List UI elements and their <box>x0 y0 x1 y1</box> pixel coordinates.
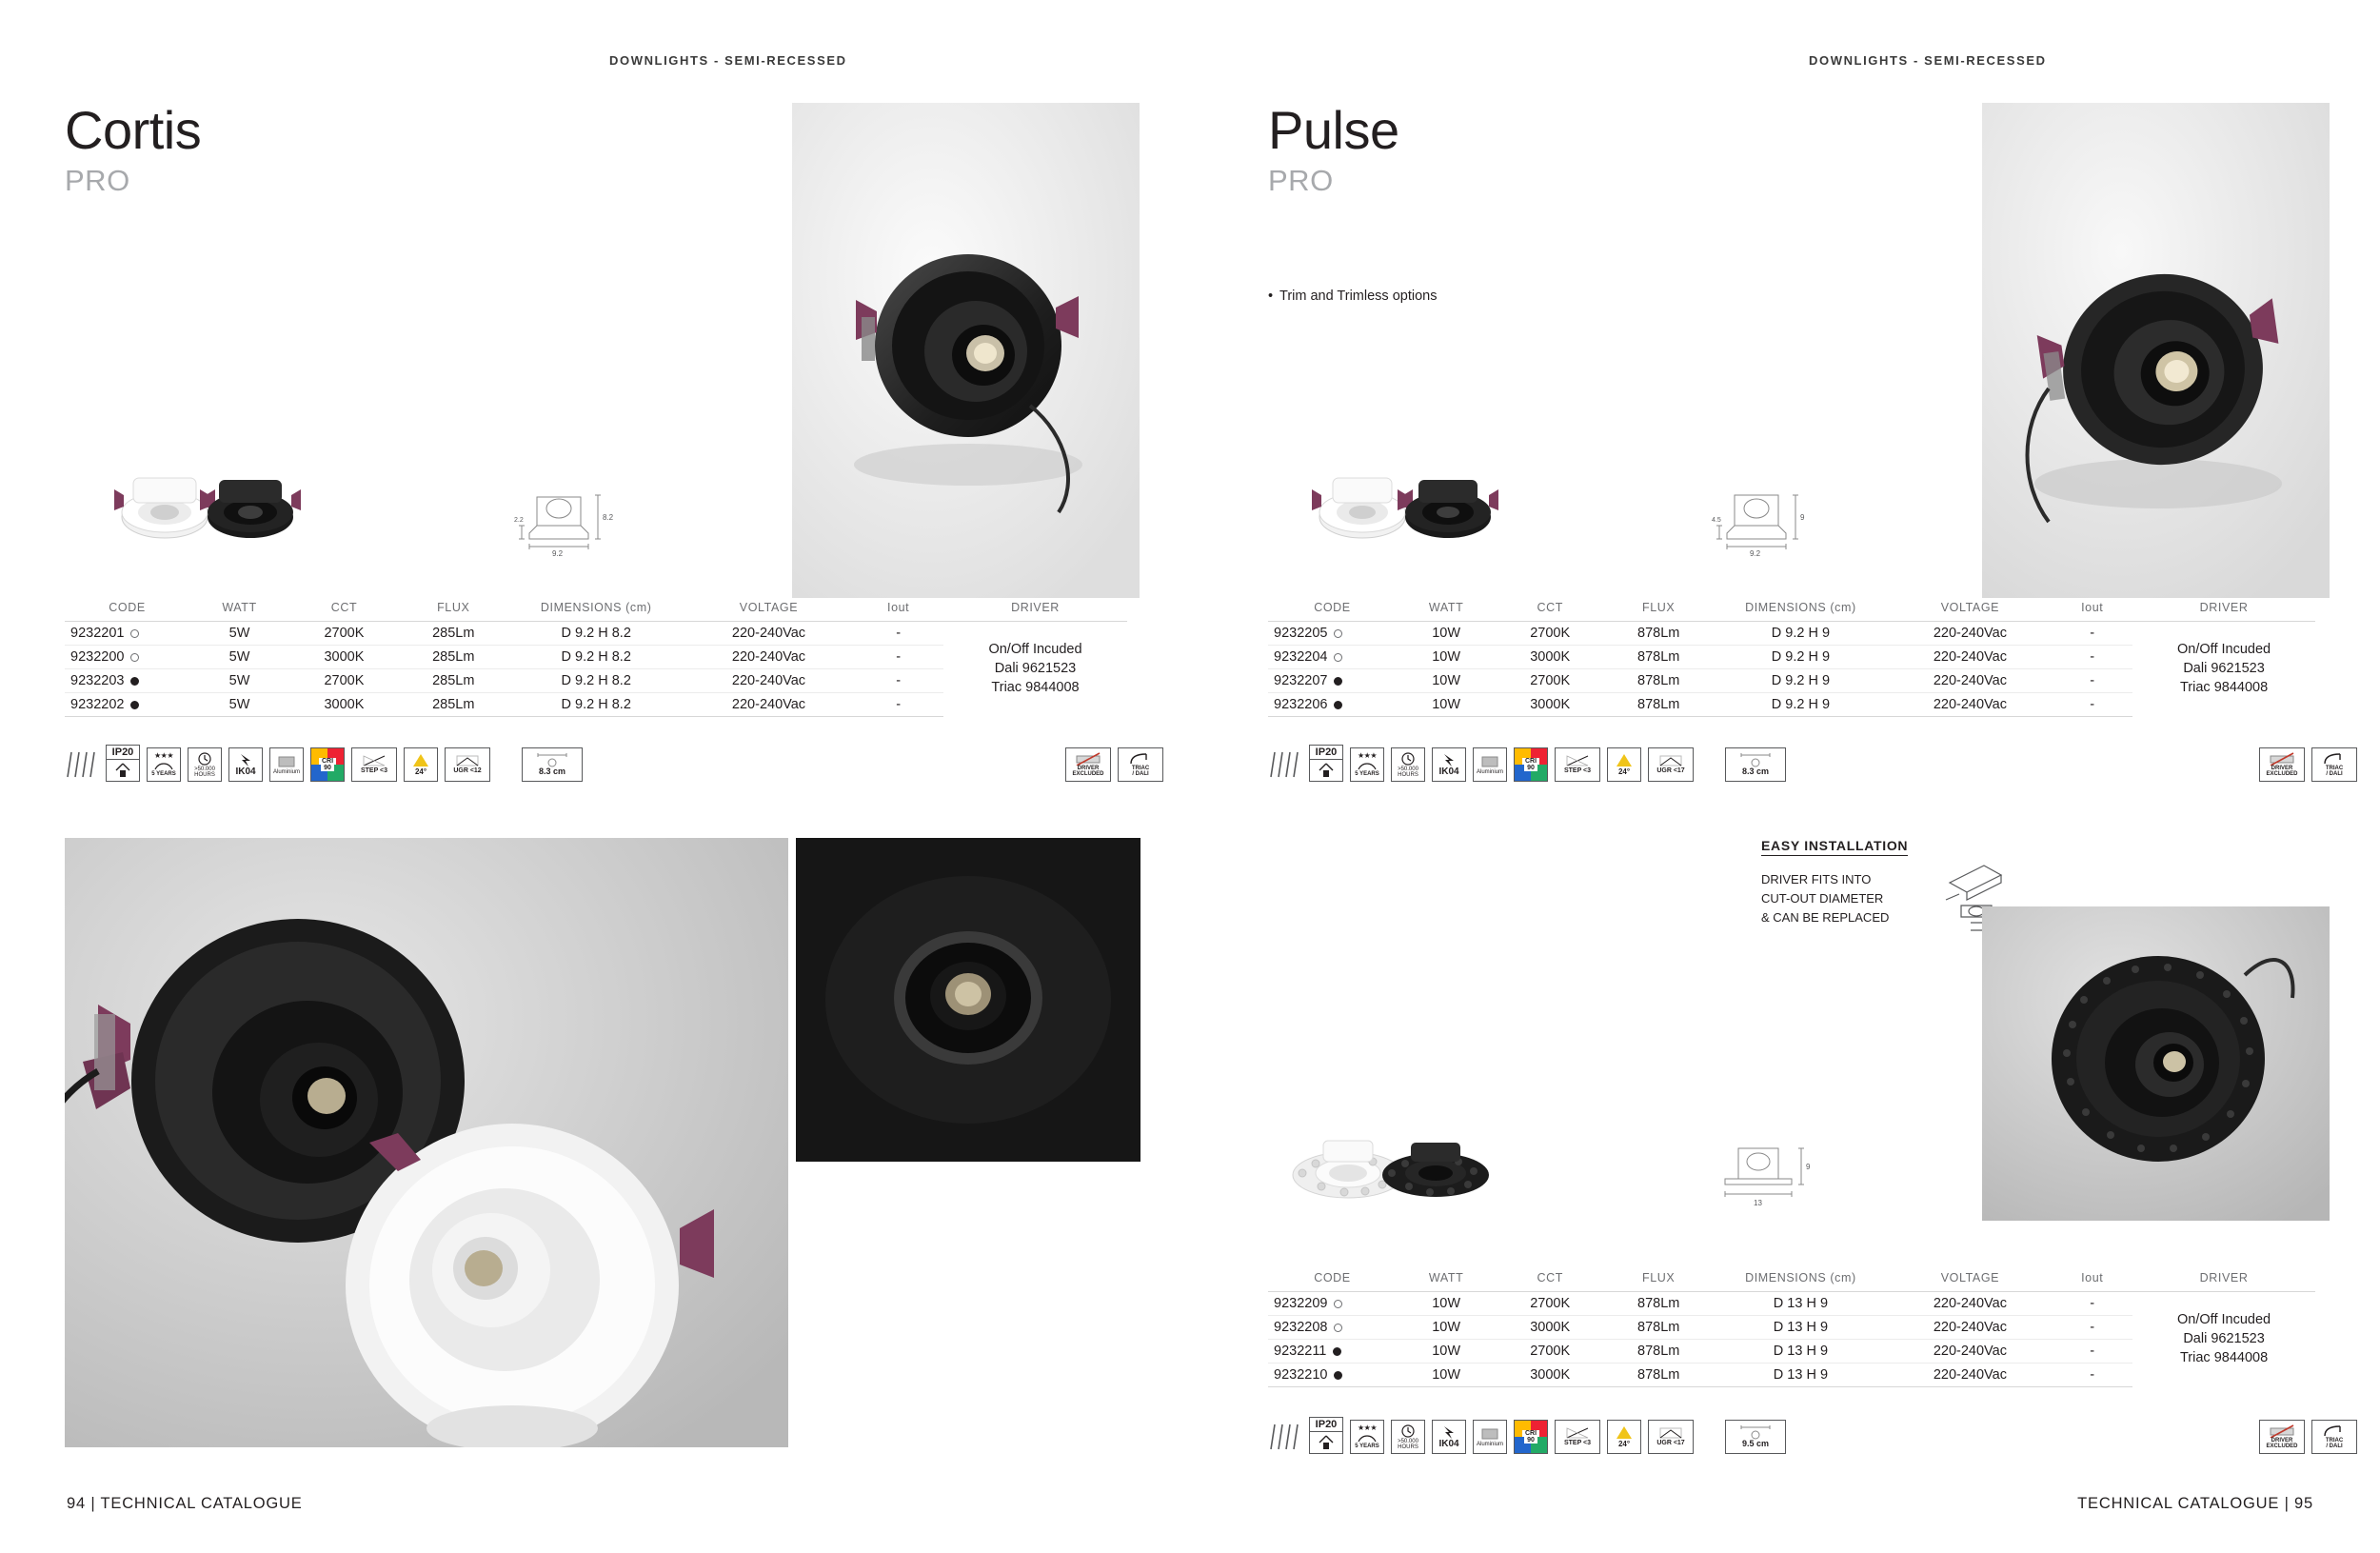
svg-text:13: 13 <box>1754 1199 1762 1207</box>
svg-text:9: 9 <box>1806 1163 1811 1171</box>
macadam-step-icon: STEP <3 <box>1555 1420 1600 1454</box>
cell-flux: 878Lm <box>1604 669 1713 693</box>
table-row <box>65 622 1127 646</box>
cell-dim: D 13 H 9 <box>1713 1340 1888 1364</box>
cutout-size-icon: 9.5 cm <box>1725 1420 1786 1454</box>
pulse-dimension-sketch-bottom <box>1712 1135 1826 1211</box>
driver-line-1: On/Off Incuded <box>988 642 1082 658</box>
cell-code: 9232207 <box>1268 669 1397 693</box>
triac-dali-icon: TRIAC / DALI <box>2311 1420 2357 1454</box>
finish-swatch-white <box>1334 1300 1342 1308</box>
cri-90-icon: CRI 90 <box>310 747 345 782</box>
cell-flux: 285Lm <box>399 693 508 717</box>
warranty-5-years-icon: ★★★ 5 YEARS <box>1350 1420 1384 1454</box>
finish-swatch-black <box>1334 677 1342 686</box>
easy-install-line-2: CUT-OUT DIAMETER <box>1761 891 1884 906</box>
finish-swatch-white <box>1334 629 1342 638</box>
cell-flux: 285Lm <box>399 669 508 693</box>
th-cct: CCT <box>1496 596 1604 622</box>
cell-voltage: 220-240Vac <box>684 622 853 646</box>
cell-watt: 10W <box>1397 622 1496 646</box>
cell-code: 9232203 <box>65 669 189 693</box>
th-dimensions: DIMENSIONS (cm) <box>1713 596 1888 622</box>
cell-watt: 10W <box>1397 1340 1496 1364</box>
th-driver: DRIVER <box>2132 596 2315 622</box>
th-iout: Iout <box>2052 1266 2132 1292</box>
th-flux: FLUX <box>399 596 508 622</box>
cell-iout: - <box>2052 1340 2132 1364</box>
beam-24-icon: 24° <box>404 747 438 782</box>
cell-watt: 5W <box>189 646 289 669</box>
cell-flux: 878Lm <box>1604 1292 1713 1316</box>
bullet-dot-icon: • <box>1268 289 1274 304</box>
cell-driver <box>2132 1292 2315 1387</box>
easy-install-line-3: & CAN BE REPLACED <box>1761 910 1890 926</box>
cell-code: 9232206 <box>1268 693 1397 717</box>
lifetime-hours-icon: >50.000 HOURS <box>1391 1420 1425 1454</box>
cortis-dimension-sketch <box>514 484 628 560</box>
cell-cct: 3000K <box>1496 1316 1604 1340</box>
impact-ik04-icon: IK04 <box>1432 747 1466 782</box>
cell-iout: - <box>2052 646 2132 669</box>
pulse-finish-thumbnails <box>1262 465 1500 546</box>
cell-dim: D 9.2 H 8.2 <box>508 693 684 717</box>
th-code: CODE <box>65 596 189 622</box>
cortis-detail-photo <box>796 838 1140 1162</box>
cell-watt: 10W <box>1397 1292 1496 1316</box>
th-driver: DRIVER <box>943 596 1127 622</box>
driver-line-1: On/Off Incuded <box>2177 1312 2271 1328</box>
impact-ik04-icon: IK04 <box>228 747 263 782</box>
ip20-icon: IP20 <box>1309 745 1343 782</box>
finish-swatch-black <box>1334 1371 1342 1380</box>
cell-cct: 2700K <box>1496 1292 1604 1316</box>
feature-bullet: • Trim and Trimless options <box>1268 289 1438 304</box>
ip20-icon: IP20 <box>106 745 140 782</box>
cell-flux: 878Lm <box>1604 1340 1713 1364</box>
ugr-icon: UGR <12 <box>445 747 490 782</box>
cell-code: 9232202 <box>65 693 189 717</box>
beam-24-icon: 24° <box>1607 1420 1641 1454</box>
cutout-size-icon: 8.3 cm <box>522 747 583 782</box>
cell-flux: 878Lm <box>1604 693 1713 717</box>
cell-cct: 3000K <box>289 693 399 717</box>
warranty-5-years-icon: ★★★ 5 YEARS <box>147 747 181 782</box>
easy-installation-title: EASY INSTALLATION <box>1761 838 1908 856</box>
th-flux: FLUX <box>1604 596 1713 622</box>
pulse-trimless-thumbnails <box>1262 1125 1491 1216</box>
cortis-spec-table <box>65 596 1127 717</box>
finish-swatch-black <box>130 701 139 709</box>
th-voltage: VOLTAGE <box>1889 1266 2053 1292</box>
cell-driver <box>943 622 1127 717</box>
driver-line-2: Dali 9621523 <box>2183 660 2265 676</box>
pulse-hero-photo <box>1982 103 2330 598</box>
impact-ik04-icon: IK04 <box>1432 1420 1466 1454</box>
driver-line-3: Triac 9844008 <box>2179 1349 2269 1365</box>
cell-iout: - <box>853 646 943 669</box>
triac-dali-icon: TRIAC / DALI <box>1118 747 1163 782</box>
macadam-step-icon: STEP <3 <box>351 747 397 782</box>
pulse-icon-strip-top <box>1268 745 2357 782</box>
th-watt: WATT <box>189 596 289 622</box>
cell-voltage: 220-240Vac <box>1889 669 2053 693</box>
cell-dim: D 13 H 9 <box>1713 1292 1888 1316</box>
left-page-footer: 94 | TECHNICAL CATALOGUE <box>67 1495 303 1512</box>
svg-text:4.5: 4.5 <box>1712 517 1721 524</box>
cell-watt: 10W <box>1397 693 1496 717</box>
cell-watt: 5W <box>189 669 289 693</box>
cell-cct: 2700K <box>1496 669 1604 693</box>
pulse-spec-table-top <box>1268 596 2315 717</box>
cell-cct: 2700K <box>289 669 399 693</box>
ugr-icon: UGR <17 <box>1648 747 1694 782</box>
cell-code: 9232211 <box>1268 1340 1397 1364</box>
cell-voltage: 220-240Vac <box>1889 693 2053 717</box>
cell-watt: 10W <box>1397 646 1496 669</box>
cell-watt: 5W <box>189 693 289 717</box>
cell-flux: 878Lm <box>1604 622 1713 646</box>
macadam-step-icon: STEP <3 <box>1555 747 1600 782</box>
cell-voltage: 220-240Vac <box>1889 1316 2053 1340</box>
cell-dim: D 9.2 H 9 <box>1713 646 1888 669</box>
cell-iout: - <box>853 669 943 693</box>
cell-dim: D 9.2 H 9 <box>1713 622 1888 646</box>
table-row <box>1268 1292 2315 1316</box>
cell-flux: 285Lm <box>399 622 508 646</box>
easy-install-line-1: DRIVER FITS INTO <box>1761 872 1872 886</box>
cell-dim: D 9.2 H 8.2 <box>508 622 684 646</box>
cortis-lifestyle-photo <box>65 838 788 1447</box>
cell-voltage: 220-240Vac <box>684 669 853 693</box>
th-code: CODE <box>1268 596 1397 622</box>
finish-swatch-black <box>1333 1347 1341 1356</box>
cell-code: 9232210 <box>1268 1364 1397 1387</box>
ip20-icon: IP20 <box>1309 1417 1343 1454</box>
ugr-icon: UGR <17 <box>1648 1420 1694 1454</box>
finish-swatch-white <box>130 653 139 662</box>
th-dimensions: DIMENSIONS (cm) <box>508 596 684 622</box>
easy-installation-text <box>1761 870 1889 927</box>
beam-angle-lines-icon <box>65 747 99 782</box>
cell-iout: - <box>2052 669 2132 693</box>
cell-cct: 3000K <box>1496 646 1604 669</box>
cell-voltage: 220-240Vac <box>1889 1340 2053 1364</box>
cell-cct: 3000K <box>289 646 399 669</box>
driver-excluded-icon: DRIVER EXCLUDED <box>2259 747 2305 782</box>
cell-cct: 2700K <box>1496 622 1604 646</box>
left-page-title: Cortis <box>65 100 202 160</box>
cell-flux: 878Lm <box>1604 1316 1713 1340</box>
th-flux: FLUX <box>1604 1266 1713 1292</box>
beam-angle-lines-icon <box>1268 1420 1302 1454</box>
cell-watt: 10W <box>1397 1316 1496 1340</box>
pulse-spec-table-bottom <box>1268 1266 2315 1387</box>
driver-excluded-icon: DRIVER EXCLUDED <box>2259 1420 2305 1454</box>
cell-iout: - <box>2052 1292 2132 1316</box>
aluminium-material-icon: Aluminium <box>1473 1420 1507 1454</box>
cell-code: 9232200 <box>65 646 189 669</box>
svg-text:9.2: 9.2 <box>1750 549 1761 558</box>
th-watt: WATT <box>1397 596 1496 622</box>
cell-cct: 2700K <box>289 622 399 646</box>
cell-iout: - <box>853 693 943 717</box>
table-header-row <box>65 596 1127 622</box>
svg-text:2.2: 2.2 <box>514 517 524 524</box>
cell-cct: 3000K <box>1496 1364 1604 1387</box>
finish-swatch-white <box>1334 653 1342 662</box>
cell-voltage: 220-240Vac <box>684 646 853 669</box>
left-page-subtitle: PRO <box>65 164 130 197</box>
cell-dim: D 9.2 H 9 <box>1713 693 1888 717</box>
th-driver: DRIVER <box>2132 1266 2315 1292</box>
driver-line-2: Dali 9621523 <box>2183 1330 2265 1346</box>
pulse-trimless-photo <box>1982 906 2330 1221</box>
cell-dim: D 9.2 H 8.2 <box>508 646 684 669</box>
th-watt: WATT <box>1397 1266 1496 1292</box>
cri-90-icon: CRI 90 <box>1514 747 1548 782</box>
cell-cct: 3000K <box>1496 693 1604 717</box>
right-page-kicker: DOWNLIGHTS - SEMI-RECESSED <box>1809 53 2047 68</box>
cell-cct: 2700K <box>1496 1340 1604 1364</box>
driver-line-3: Triac 9844008 <box>991 679 1080 695</box>
right-page-footer: TECHNICAL CATALOGUE | 95 <box>2077 1495 2313 1512</box>
cell-code: 9232201 <box>65 622 189 646</box>
pulse-icon-strip-bottom <box>1268 1417 2357 1454</box>
cell-code: 9232205 <box>1268 622 1397 646</box>
cortis-icon-strip <box>65 745 1163 782</box>
right-page <box>1190 0 2380 1553</box>
right-page-subtitle: PRO <box>1268 164 1334 197</box>
beam-24-icon: 24° <box>1607 747 1641 782</box>
right-page-title: Pulse <box>1268 100 1399 160</box>
lifetime-hours-icon: >50.000 HOURS <box>1391 747 1425 782</box>
table-header-row <box>1268 1266 2315 1292</box>
cell-code: 9232204 <box>1268 646 1397 669</box>
table-header-row <box>1268 596 2315 622</box>
aluminium-material-icon: Aluminium <box>1473 747 1507 782</box>
finish-swatch-black <box>1334 701 1342 709</box>
left-page-kicker: DOWNLIGHTS - SEMI-RECESSED <box>609 53 847 68</box>
cell-flux: 878Lm <box>1604 646 1713 669</box>
beam-angle-lines-icon <box>1268 747 1302 782</box>
cell-flux: 878Lm <box>1604 1364 1713 1387</box>
cell-iout: - <box>853 622 943 646</box>
cell-iout: - <box>2052 622 2132 646</box>
aluminium-material-icon: Aluminium <box>269 747 304 782</box>
th-iout: Iout <box>2052 596 2132 622</box>
finish-swatch-black <box>130 677 139 686</box>
driver-line-3: Triac 9844008 <box>2179 679 2269 695</box>
th-code: CODE <box>1268 1266 1397 1292</box>
driver-excluded-icon: DRIVER EXCLUDED <box>1065 747 1111 782</box>
cell-iout: - <box>2052 1316 2132 1340</box>
cell-voltage: 220-240Vac <box>1889 646 2053 669</box>
warranty-5-years-icon: ★★★ 5 YEARS <box>1350 747 1384 782</box>
cell-dim: D 9.2 H 8.2 <box>508 669 684 693</box>
cell-code: 9232209 <box>1268 1292 1397 1316</box>
cell-flux: 285Lm <box>399 646 508 669</box>
cell-voltage: 220-240Vac <box>1889 1292 2053 1316</box>
th-iout: Iout <box>853 596 943 622</box>
driver-line-1: On/Off Incuded <box>2177 642 2271 658</box>
cell-dim: D 13 H 9 <box>1713 1316 1888 1340</box>
svg-text:9.2: 9.2 <box>552 549 564 558</box>
cell-iout: - <box>2052 693 2132 717</box>
triac-dali-icon: TRIAC / DALI <box>2311 747 2357 782</box>
table-row <box>1268 622 2315 646</box>
cell-iout: - <box>2052 1364 2132 1387</box>
pulse-dimension-sketch-top <box>1712 484 1826 560</box>
th-dimensions: DIMENSIONS (cm) <box>1713 1266 1888 1292</box>
cell-driver <box>2132 622 2315 717</box>
lifetime-hours-icon: >50.000 HOURS <box>188 747 222 782</box>
cortis-finish-thumbnails <box>65 465 303 546</box>
th-voltage: VOLTAGE <box>1889 596 2053 622</box>
cell-voltage: 220-240Vac <box>1889 1364 2053 1387</box>
cell-code: 9232208 <box>1268 1316 1397 1340</box>
th-voltage: VOLTAGE <box>684 596 853 622</box>
cell-watt: 10W <box>1397 1364 1496 1387</box>
finish-swatch-white <box>1334 1324 1342 1332</box>
finish-swatch-white <box>130 629 139 638</box>
th-cct: CCT <box>1496 1266 1604 1292</box>
driver-line-2: Dali 9621523 <box>994 660 1077 676</box>
cell-watt: 5W <box>189 622 289 646</box>
cell-voltage: 220-240Vac <box>684 693 853 717</box>
cell-dim: D 9.2 H 9 <box>1713 669 1888 693</box>
cell-dim: D 13 H 9 <box>1713 1364 1888 1387</box>
th-cct: CCT <box>289 596 399 622</box>
cell-voltage: 220-240Vac <box>1889 622 2053 646</box>
cell-watt: 10W <box>1397 669 1496 693</box>
cutout-size-icon: 8.3 cm <box>1725 747 1786 782</box>
svg-text:8.2: 8.2 <box>603 513 614 522</box>
cri-90-icon: CRI 90 <box>1514 1420 1548 1454</box>
svg-text:9: 9 <box>1800 513 1805 522</box>
cortis-hero-photo <box>792 103 1140 598</box>
